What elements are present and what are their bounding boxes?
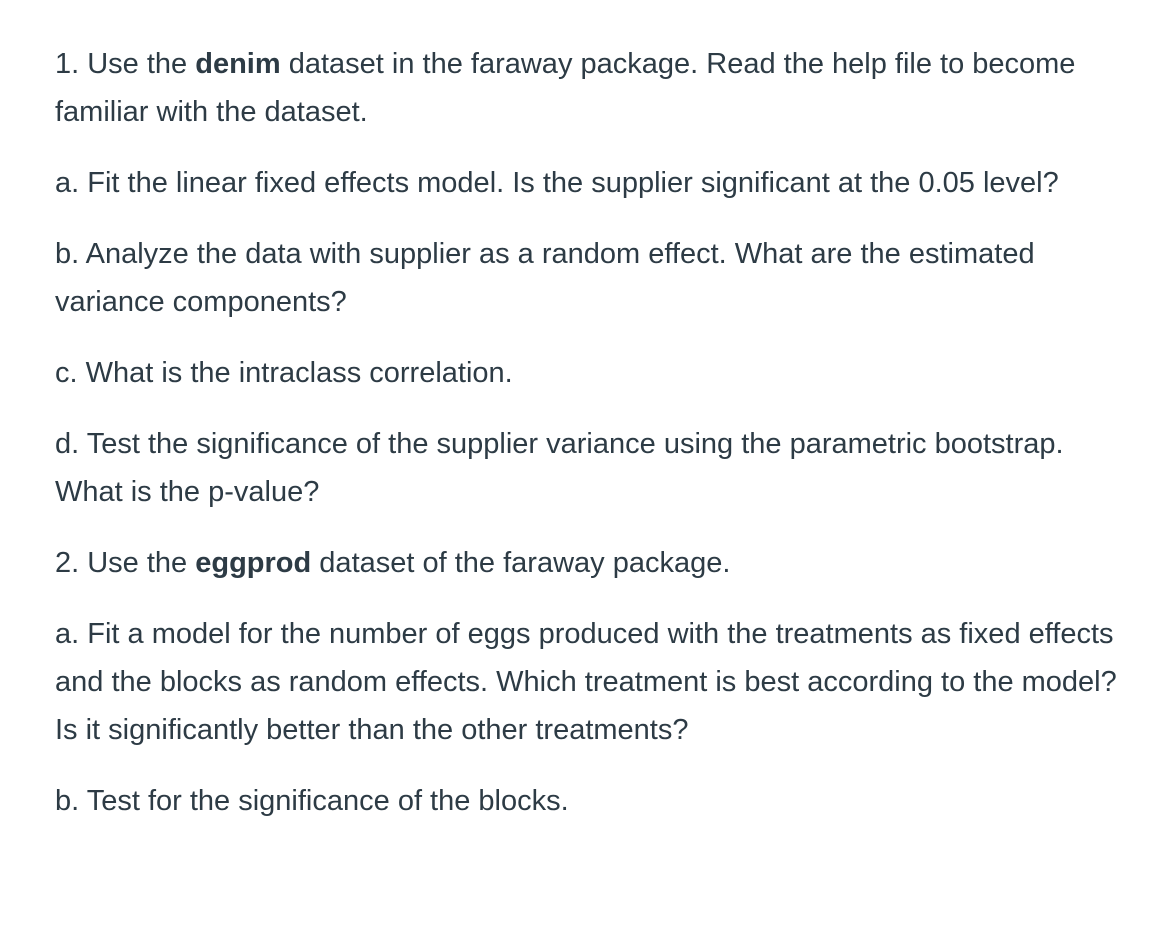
question-2a: a. Fit a model for the number of eggs produced with the treatments as fixed effects and the blocks as random effects. Which treatment is best according to the model? Is it significantly better than the other treatments? [55, 618, 1117, 746]
question-2 [55, 539, 1135, 587]
question-2b: b. Test for the significance of the blocks. [55, 785, 569, 817]
question-1-suffix: dataset in the faraway package. Read the help file to become familiar with the dataset. [55, 48, 1076, 128]
question-2-suffix: dataset of the faraway package. [311, 547, 731, 579]
question-1 [55, 40, 1135, 136]
dataset-name-denim: denim [195, 48, 281, 80]
question-1-prefix: 1. Use the [55, 48, 196, 80]
question-1a: a. Fit the linear fixed effects model. Is the supplier significant at the 0.05 level? [55, 167, 1059, 199]
question-1d: d. Test the significance of the supplier variance using the parametric bootstrap. What is the p-value? [55, 428, 1064, 508]
question-1c: c. What is the intraclass correlation. [55, 357, 513, 389]
question-2-prefix: 2. Use the [55, 547, 196, 579]
assignment-content [55, 40, 1135, 848]
dataset-name-eggprod: eggprod [195, 547, 312, 579]
question-1b: b. Analyze the data with supplier as a random effect. What are the estimated variance components? [55, 238, 1035, 318]
